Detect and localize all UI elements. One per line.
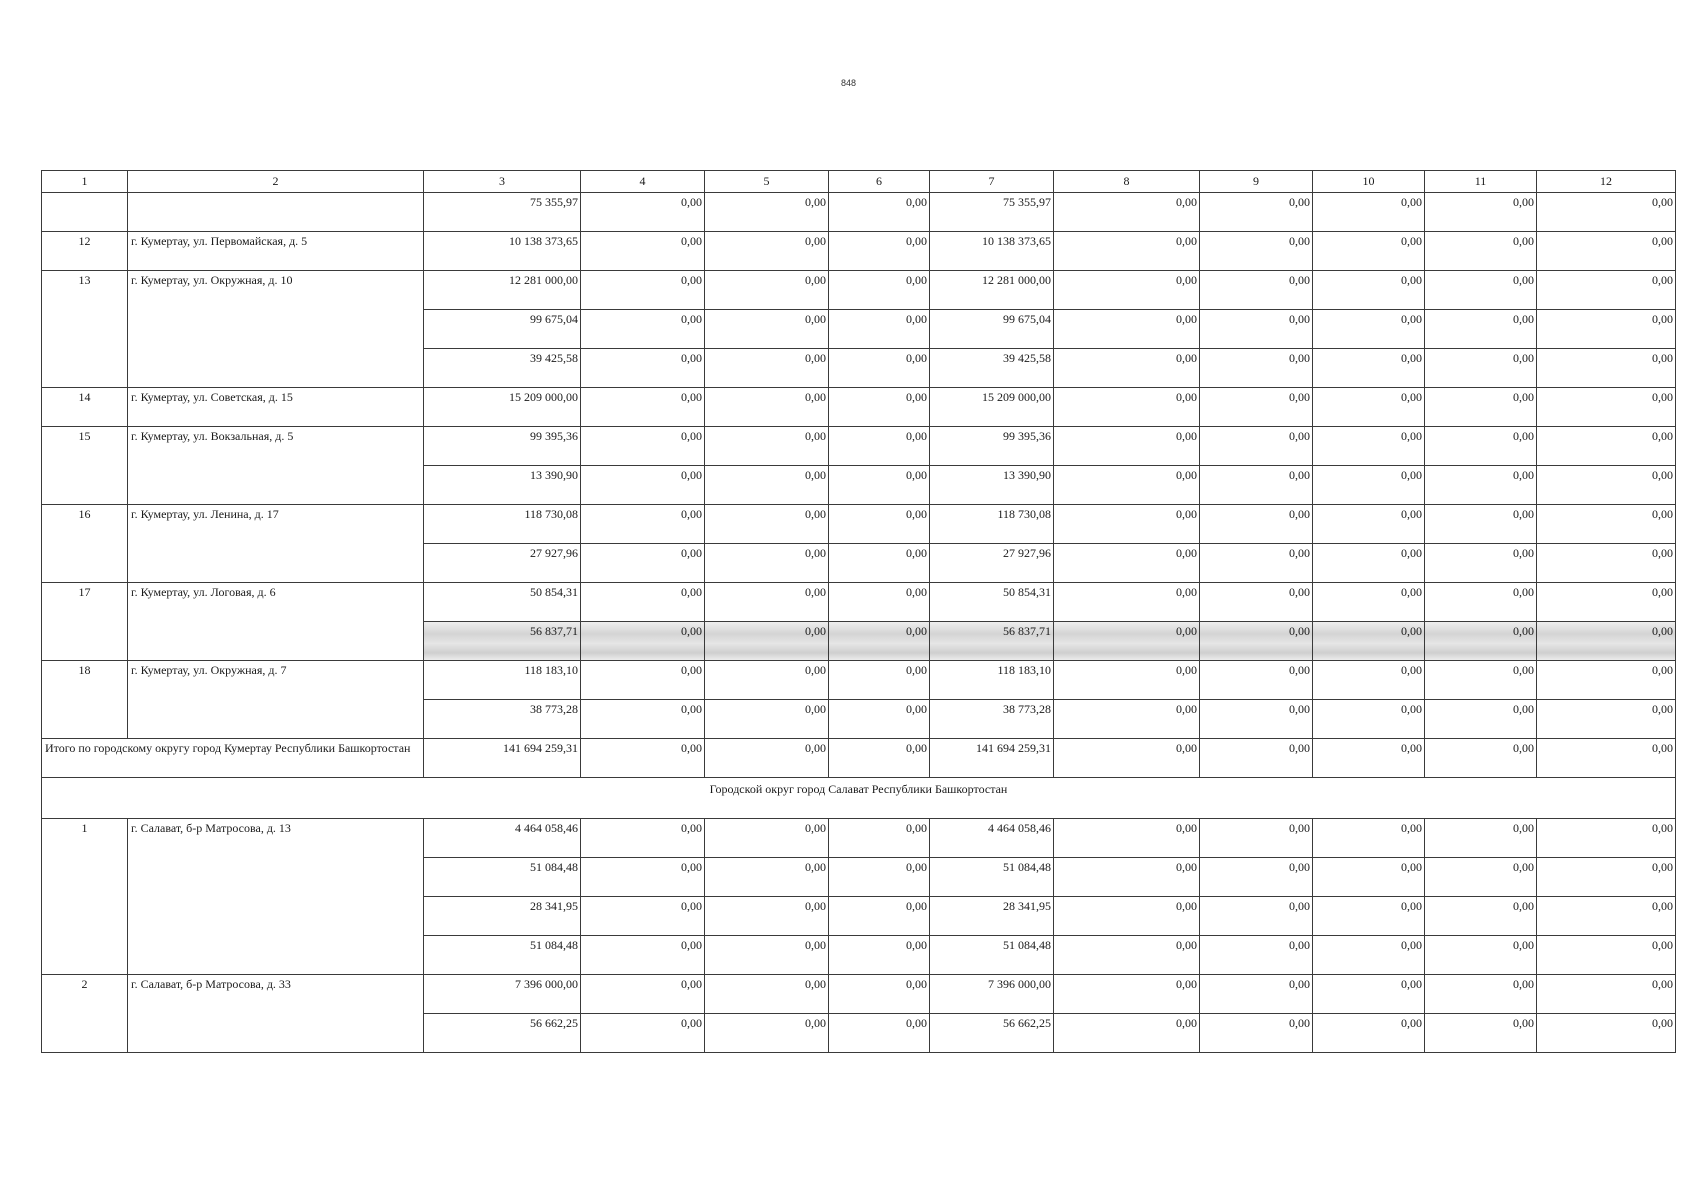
amount-cell: 50 854,31 [930,583,1054,622]
object-address [128,193,424,232]
amount-cell: 0,00 [1313,271,1425,310]
amount-cell: 0,00 [1537,739,1676,778]
amount-cell: 0,00 [705,310,829,349]
amount-cell: 0,00 [705,936,829,975]
amount-cell: 0,00 [1200,700,1313,739]
amount-cell: 0,00 [1200,193,1313,232]
section-row [42,778,1676,819]
table-row [42,427,1676,466]
amount-cell: 0,00 [829,936,930,975]
amount-cell: 0,00 [1425,583,1537,622]
amount-cell: 0,00 [1313,310,1425,349]
amount-cell: 0,00 [1537,544,1676,583]
amount-cell: 0,00 [1313,936,1425,975]
amount-cell: 0,00 [1537,505,1676,544]
row-index: 12 [42,232,128,271]
object-address: г. Кумертау, ул. Окружная, д. 10 [128,271,424,388]
column-number: 1 [42,171,128,193]
amount-cell: 0,00 [1537,661,1676,700]
amount-cell: 118 183,10 [424,661,581,700]
amount-cell: 0,00 [829,193,930,232]
amount-cell: 0,00 [581,622,705,661]
amount-cell: 0,00 [1313,622,1425,661]
amount-cell: 0,00 [1313,661,1425,700]
amount-cell: 0,00 [581,466,705,505]
amount-cell: 0,00 [1425,388,1537,427]
amount-cell: 99 675,04 [424,310,581,349]
amount-cell: 0,00 [1200,739,1313,778]
amount-cell: 0,00 [1200,466,1313,505]
amount-cell: 0,00 [581,544,705,583]
amount-cell: 0,00 [581,897,705,936]
table-row [42,388,1676,427]
amount-cell: 50 854,31 [424,583,581,622]
amount-cell: 0,00 [1054,897,1200,936]
amount-cell: 12 281 000,00 [930,271,1054,310]
amount-cell: 0,00 [1054,975,1200,1014]
amount-cell: 0,00 [1537,936,1676,975]
object-address: г. Кумертау, ул. Окружная, д. 7 [128,661,424,739]
amount-cell: 0,00 [1537,349,1676,388]
amount-cell: 0,00 [581,427,705,466]
amount-cell: 0,00 [1425,739,1537,778]
amount-cell: 27 927,96 [930,544,1054,583]
column-number: 9 [1200,171,1313,193]
register-table-container [41,170,1675,1053]
amount-cell: 10 138 373,65 [424,232,581,271]
amount-cell: 51 084,48 [930,936,1054,975]
amount-cell: 0,00 [705,897,829,936]
amount-cell: 0,00 [1425,466,1537,505]
table-row [42,271,1676,310]
amount-cell: 0,00 [581,505,705,544]
amount-cell: 56 662,25 [424,1014,581,1053]
amount-cell: 0,00 [581,819,705,858]
amount-cell: 0,00 [705,819,829,858]
amount-cell: 0,00 [1200,661,1313,700]
amount-cell: 28 341,95 [930,897,1054,936]
amount-cell: 0,00 [705,622,829,661]
amount-cell: 0,00 [1425,349,1537,388]
object-address: г. Салават, б-р Матросова, д. 33 [128,975,424,1053]
amount-cell: 0,00 [1425,936,1537,975]
table-body [42,171,1676,1053]
amount-cell: 0,00 [829,427,930,466]
amount-cell: 0,00 [1313,193,1425,232]
amount-cell: 0,00 [705,349,829,388]
amount-cell: 0,00 [1200,936,1313,975]
amount-cell: 0,00 [705,505,829,544]
amount-cell: 141 694 259,31 [930,739,1054,778]
amount-cell: 118 183,10 [930,661,1054,700]
object-address: г. Кумертау, ул. Логовая, д. 6 [128,583,424,661]
amount-cell: 0,00 [1054,349,1200,388]
section-title: Городской округ город Салават Республики Башкортостан [42,778,1676,819]
amount-cell: 0,00 [581,858,705,897]
amount-cell: 0,00 [1054,583,1200,622]
amount-cell: 0,00 [705,739,829,778]
amount-cell: 0,00 [1054,310,1200,349]
amount-cell: 7 396 000,00 [424,975,581,1014]
page-number: 848 [840,78,857,88]
amount-cell: 0,00 [581,583,705,622]
amount-cell: 0,00 [1054,505,1200,544]
amount-cell: 0,00 [1425,897,1537,936]
amount-cell: 0,00 [1200,232,1313,271]
amount-cell: 0,00 [1537,193,1676,232]
amount-cell: 0,00 [1425,193,1537,232]
column-number: 6 [829,171,930,193]
amount-cell: 0,00 [705,544,829,583]
amount-cell: 39 425,58 [424,349,581,388]
amount-cell: 0,00 [1425,310,1537,349]
amount-cell: 0,00 [705,388,829,427]
amount-cell: 0,00 [1054,661,1200,700]
amount-cell: 0,00 [1313,427,1425,466]
amount-cell: 0,00 [1537,819,1676,858]
amount-cell: 0,00 [581,193,705,232]
amount-cell: 0,00 [829,858,930,897]
amount-cell: 0,00 [1054,232,1200,271]
row-index: 2 [42,975,128,1053]
amount-cell: 12 281 000,00 [424,271,581,310]
table-row [42,819,1676,858]
amount-cell: 0,00 [581,739,705,778]
amount-cell: 51 084,48 [424,858,581,897]
amount-cell: 0,00 [1054,193,1200,232]
amount-cell: 4 464 058,46 [424,819,581,858]
object-address: г. Кумертау, ул. Ленина, д. 17 [128,505,424,583]
amount-cell: 0,00 [1425,505,1537,544]
amount-cell: 0,00 [581,661,705,700]
amount-cell: 0,00 [1537,388,1676,427]
amount-cell: 0,00 [829,1014,930,1053]
amount-cell: 0,00 [1313,388,1425,427]
column-number: 10 [1313,171,1425,193]
amount-cell: 0,00 [1313,975,1425,1014]
amount-cell: 0,00 [1054,427,1200,466]
column-number: 12 [1537,171,1676,193]
amount-cell: 141 694 259,31 [424,739,581,778]
row-index: 1 [42,819,128,975]
table-row [42,232,1676,271]
amount-cell: 0,00 [1425,544,1537,583]
amount-cell: 0,00 [1054,622,1200,661]
amount-cell: 0,00 [1200,622,1313,661]
amount-cell: 0,00 [1200,271,1313,310]
amount-cell: 0,00 [581,700,705,739]
amount-cell: 118 730,08 [930,505,1054,544]
amount-cell: 0,00 [1054,819,1200,858]
amount-cell: 0,00 [1200,858,1313,897]
amount-cell: 0,00 [705,232,829,271]
amount-cell: 0,00 [1313,897,1425,936]
amount-cell: 0,00 [1200,1014,1313,1053]
amount-cell: 0,00 [1425,271,1537,310]
amount-cell: 0,00 [1054,544,1200,583]
amount-cell: 0,00 [1313,1014,1425,1053]
amount-cell: 0,00 [1425,858,1537,897]
column-number: 2 [128,171,424,193]
object-address: г. Кумертау, ул. Первомайская, д. 5 [128,232,424,271]
amount-cell: 0,00 [829,388,930,427]
amount-cell: 0,00 [829,271,930,310]
amount-cell: 0,00 [581,1014,705,1053]
amount-cell: 4 464 058,46 [930,819,1054,858]
table-row [42,975,1676,1014]
row-index: 14 [42,388,128,427]
amount-cell: 0,00 [1425,1014,1537,1053]
amount-cell: 0,00 [829,232,930,271]
amount-cell: 0,00 [829,661,930,700]
amount-cell: 0,00 [581,310,705,349]
amount-cell: 0,00 [1425,427,1537,466]
amount-cell: 0,00 [1537,583,1676,622]
amount-cell: 0,00 [829,466,930,505]
amount-cell: 51 084,48 [930,858,1054,897]
amount-cell: 0,00 [1425,661,1537,700]
amount-cell: 39 425,58 [930,349,1054,388]
column-number: 5 [705,171,829,193]
amount-cell: 0,00 [581,349,705,388]
amount-cell: 0,00 [705,583,829,622]
table-row [42,661,1676,700]
column-number: 11 [1425,171,1537,193]
row-index: 15 [42,427,128,505]
amount-cell: 13 390,90 [424,466,581,505]
amount-cell: 0,00 [829,622,930,661]
amount-cell: 0,00 [1200,427,1313,466]
object-address: г. Салават, б-р Матросова, д. 13 [128,819,424,975]
amount-cell: 0,00 [1537,427,1676,466]
amount-cell: 0,00 [1313,583,1425,622]
amount-cell: 0,00 [1537,897,1676,936]
row-index: 17 [42,583,128,661]
amount-cell: 0,00 [1054,936,1200,975]
amount-cell: 56 837,71 [424,622,581,661]
amount-cell: 0,00 [581,271,705,310]
amount-cell: 99 395,36 [930,427,1054,466]
amount-cell: 7 396 000,00 [930,975,1054,1014]
amount-cell: 0,00 [829,349,930,388]
amount-cell: 0,00 [1200,583,1313,622]
amount-cell: 0,00 [1537,1014,1676,1053]
amount-cell: 0,00 [1313,739,1425,778]
row-index [42,193,128,232]
amount-cell: 0,00 [829,544,930,583]
amount-cell: 0,00 [829,583,930,622]
amount-cell: 0,00 [1425,819,1537,858]
amount-cell: 27 927,96 [424,544,581,583]
amount-cell: 0,00 [1313,700,1425,739]
amount-cell: 0,00 [1537,975,1676,1014]
amount-cell: 0,00 [829,310,930,349]
amount-cell: 0,00 [1313,858,1425,897]
amount-cell: 51 084,48 [424,936,581,975]
table-row [42,505,1676,544]
amount-cell: 0,00 [705,661,829,700]
amount-cell: 0,00 [1537,310,1676,349]
amount-cell: 0,00 [581,975,705,1014]
row-index: 16 [42,505,128,583]
amount-cell: 0,00 [1313,505,1425,544]
amount-cell: 0,00 [829,897,930,936]
amount-cell: 0,00 [1313,466,1425,505]
total-label: Итого по городскому округу город Кумертау Республики Башкортостан [42,739,424,778]
column-number: 3 [424,171,581,193]
amount-cell: 0,00 [705,700,829,739]
row-index: 18 [42,661,128,739]
amount-cell: 0,00 [1200,388,1313,427]
column-number-row [42,171,1676,193]
amount-cell: 38 773,28 [424,700,581,739]
amount-cell: 0,00 [705,975,829,1014]
amount-cell: 56 662,25 [930,1014,1054,1053]
amount-cell: 0,00 [1200,505,1313,544]
amount-cell: 118 730,08 [424,505,581,544]
column-number: 7 [930,171,1054,193]
amount-cell: 0,00 [705,858,829,897]
amount-cell: 0,00 [829,505,930,544]
amount-cell: 0,00 [705,427,829,466]
amount-cell: 10 138 373,65 [930,232,1054,271]
amount-cell: 0,00 [705,271,829,310]
column-number: 8 [1054,171,1200,193]
amount-cell: 0,00 [1313,349,1425,388]
amount-cell: 99 395,36 [424,427,581,466]
amount-cell: 0,00 [1537,466,1676,505]
amount-cell: 0,00 [1200,975,1313,1014]
amount-cell: 0,00 [1200,819,1313,858]
amount-cell: 0,00 [1054,739,1200,778]
amount-cell: 0,00 [705,1014,829,1053]
amount-cell: 0,00 [581,232,705,271]
amount-cell: 28 341,95 [424,897,581,936]
amount-cell: 0,00 [1054,700,1200,739]
amount-cell: 0,00 [1537,700,1676,739]
amount-cell: 0,00 [1200,544,1313,583]
amount-cell: 0,00 [1425,622,1537,661]
amount-cell: 38 773,28 [930,700,1054,739]
amount-cell: 0,00 [829,739,930,778]
amount-cell: 0,00 [1054,271,1200,310]
amount-cell: 0,00 [1054,466,1200,505]
amount-cell: 0,00 [1054,1014,1200,1053]
amount-cell: 0,00 [705,466,829,505]
amount-cell: 56 837,71 [930,622,1054,661]
amount-cell: 0,00 [1200,310,1313,349]
total-row [42,739,1676,778]
amount-cell: 0,00 [581,388,705,427]
amount-cell: 0,00 [1200,897,1313,936]
amount-cell: 75 355,97 [930,193,1054,232]
amount-cell: 99 675,04 [930,310,1054,349]
amount-cell: 0,00 [1425,975,1537,1014]
amount-cell: 0,00 [1313,544,1425,583]
amount-cell: 0,00 [1537,858,1676,897]
amount-cell: 0,00 [1537,622,1676,661]
amount-cell: 0,00 [1425,700,1537,739]
amount-cell: 0,00 [1200,349,1313,388]
amount-cell: 0,00 [1313,232,1425,271]
column-number: 4 [581,171,705,193]
object-address: г. Кумертау, ул. Вокзальная, д. 5 [128,427,424,505]
amount-cell: 0,00 [1537,271,1676,310]
amount-cell: 0,00 [705,193,829,232]
amount-cell: 0,00 [581,936,705,975]
register-table [41,170,1676,1053]
amount-cell: 0,00 [1537,232,1676,271]
amount-cell: 75 355,97 [424,193,581,232]
amount-cell: 0,00 [829,819,930,858]
amount-cell: 0,00 [1313,819,1425,858]
amount-cell: 0,00 [1054,388,1200,427]
row-index: 13 [42,271,128,388]
amount-cell: 15 209 000,00 [424,388,581,427]
table-row [42,193,1676,232]
amount-cell: 0,00 [829,975,930,1014]
amount-cell: 0,00 [1054,858,1200,897]
amount-cell: 13 390,90 [930,466,1054,505]
amount-cell: 0,00 [1425,232,1537,271]
table-row [42,583,1676,622]
object-address: г. Кумертау, ул. Советская, д. 15 [128,388,424,427]
amount-cell: 15 209 000,00 [930,388,1054,427]
amount-cell: 0,00 [829,700,930,739]
